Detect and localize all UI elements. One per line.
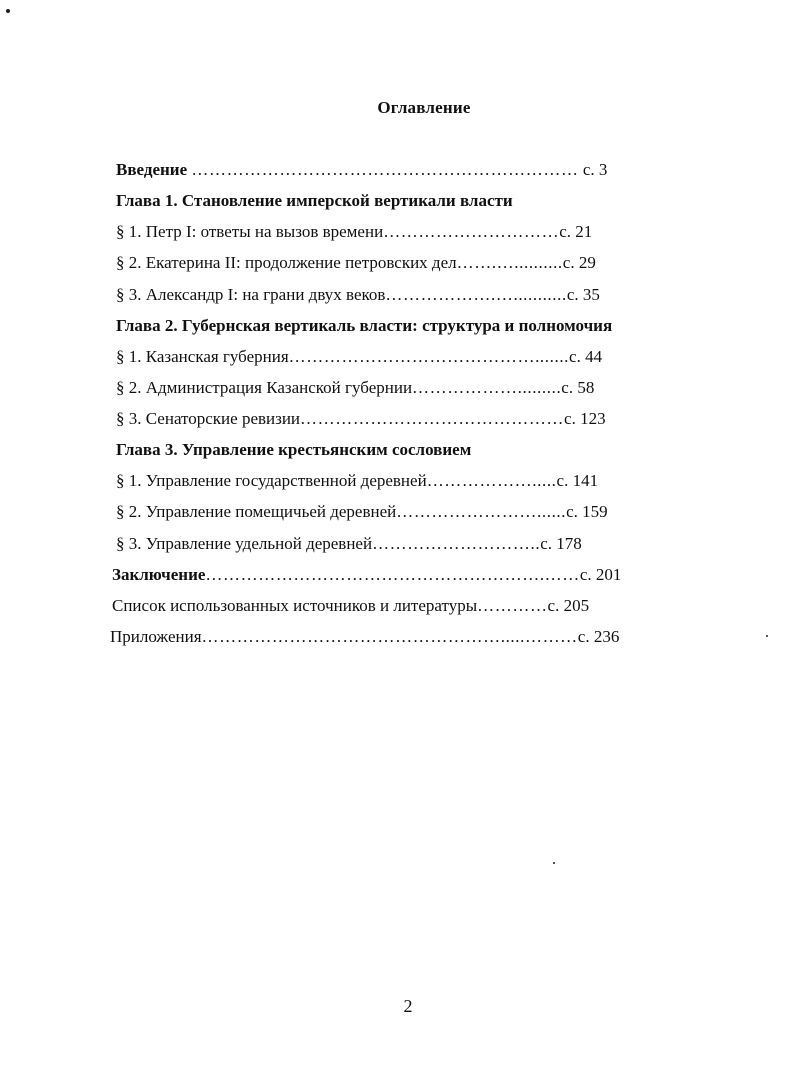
toc-entry-leader: ……………………………………....... xyxy=(288,347,570,366)
toc-entry-appendices[interactable] xyxy=(110,626,619,648)
toc-entry-leader: ………………………… xyxy=(383,222,560,241)
toc-chapter-1[interactable] xyxy=(116,190,513,212)
toc-entry-leader: ……………….…........... xyxy=(385,285,567,304)
toc-entry-1-2[interactable] xyxy=(116,252,596,274)
toc-entry-page: с. 141 xyxy=(556,471,599,490)
toc-entry-3-1[interactable] xyxy=(116,470,598,492)
page-title: Оглавление xyxy=(377,98,471,117)
toc-entry-leader: ………………..... xyxy=(426,471,557,490)
toc-entry-label: Заключение xyxy=(112,565,206,584)
toc-entry-label: § 1. Управление государственной деревней xyxy=(116,471,427,490)
toc-entry-leader: ………………………………………………….…… xyxy=(205,565,580,584)
page-number: 2 xyxy=(403,996,413,1016)
toc-entry-page: с. 35 xyxy=(566,285,600,304)
toc-entry-label: Приложения xyxy=(110,627,202,646)
toc-entry-label: § 3. Управление удельной деревней xyxy=(116,534,373,553)
toc-entry-leader: ……………………………………… xyxy=(300,409,565,428)
toc-entry-1-1[interactable] xyxy=(116,221,592,243)
toc-entry-page: с. 205 xyxy=(547,596,590,615)
scan-speck xyxy=(6,9,10,13)
toc-entry-leader: ………………......... xyxy=(412,378,562,397)
toc-entry-3-2[interactable] xyxy=(116,501,608,523)
toc-chapter-label: Глава 2. Губернская вертикаль власти: структура и полномочия xyxy=(116,316,613,335)
toc-entry-page: с. 201 xyxy=(579,565,622,584)
toc-entry-page: с. 3 xyxy=(582,160,608,179)
toc-entry-2-3[interactable] xyxy=(116,408,606,430)
toc-entry-leader: …………………………………………….....……… xyxy=(201,627,578,646)
toc-entry-label: Список использованных источников и литературы xyxy=(112,596,478,615)
toc-entry-label: § 2. Екатерина II: продолжение петровских дел xyxy=(116,253,457,272)
toc-entry-leader: ……………………….. xyxy=(372,534,541,553)
toc-entry-label: Введение xyxy=(116,160,188,179)
toc-chapter-2[interactable] xyxy=(116,315,612,337)
toc-entry-page: с. 159 xyxy=(566,502,608,521)
toc-entry-page: с. 29 xyxy=(562,253,596,272)
toc-entry-3-3[interactable] xyxy=(116,533,582,555)
toc-entry-page: с. 44 xyxy=(569,347,603,366)
toc-entry-page: с. 58 xyxy=(561,378,595,397)
scan-speck xyxy=(553,862,555,864)
toc-entry-page: с. 21 xyxy=(559,222,593,241)
toc-entry-label: § 2. Управление помещичьей деревней xyxy=(116,502,397,521)
scan-speck xyxy=(766,635,768,637)
toc-entry-label: § 2. Администрация Казанской губернии xyxy=(116,378,413,397)
toc-entry-page: с. 123 xyxy=(564,409,606,428)
toc-entry-leader: …….….......... xyxy=(456,253,563,272)
toc-entry-leader: ……………………...... xyxy=(396,502,567,521)
toc-entry-label: § 3. Александр I: на грани двух веков xyxy=(116,285,386,304)
toc-entry-conclusion[interactable] xyxy=(112,564,621,586)
toc-entry-1-3[interactable] xyxy=(116,284,600,306)
toc-entry-leader: ………………………………………………………… xyxy=(191,160,579,179)
toc-chapter-label: Глава 1. Становление имперской вертикали власти xyxy=(116,191,513,210)
toc-entry-page: с. 178 xyxy=(540,534,582,553)
toc-entry-label: § 3. Сенаторские ревизии xyxy=(116,409,301,428)
toc-entry-2-1[interactable] xyxy=(116,346,602,368)
toc-entry-page: с. 236 xyxy=(577,627,620,646)
toc-entry-label: § 1. Казанская губерния xyxy=(116,347,289,366)
toc-entry-bibliography[interactable] xyxy=(112,595,589,617)
toc-entry-introduction[interactable] xyxy=(116,159,607,181)
toc-chapter-3[interactable] xyxy=(116,439,471,461)
toc-entry-leader: ………… xyxy=(477,596,548,615)
toc-chapter-label: Глава 3. Управление крестьянским сословием xyxy=(116,440,472,459)
toc-entry-label: § 1. Петр I: ответы на вызов времени xyxy=(116,222,384,241)
toc-entry-2-2[interactable] xyxy=(116,377,594,399)
